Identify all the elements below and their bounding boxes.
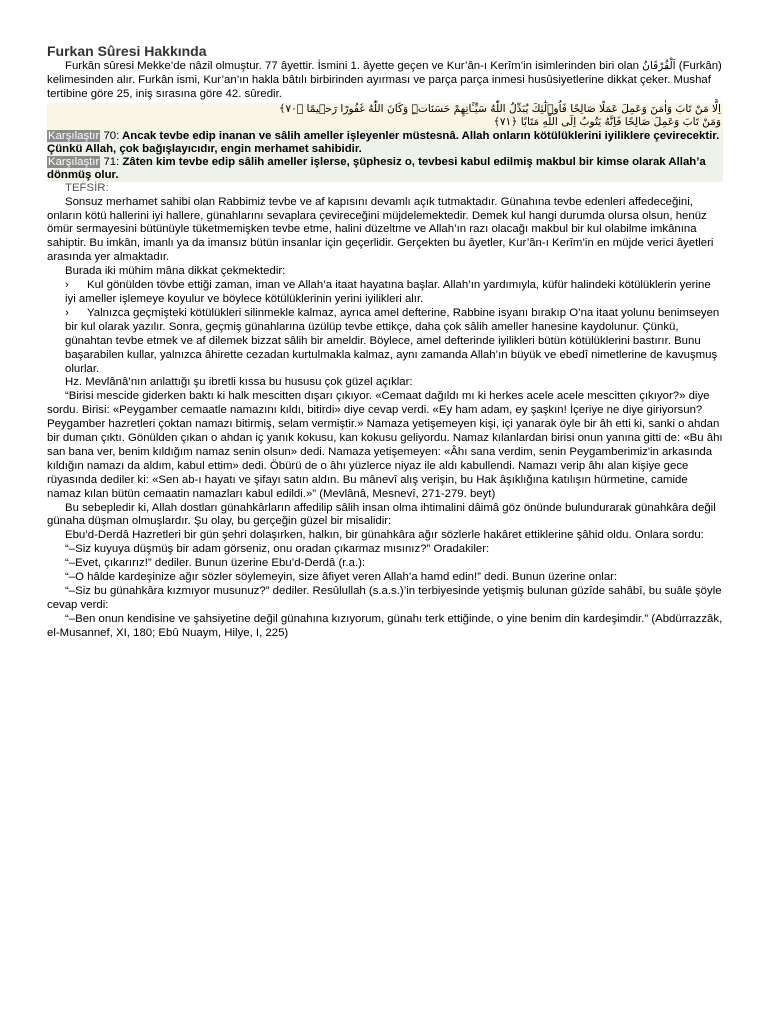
bullet-text: Yalnızca geçmişteki kötülükleri silinmekle kalmaz, ayrıca amel defterine, Rabbine isyanı bırakıp O’na itaat yolunu benimseyen bir kul olarak yazılır. Sonra, geçmiş günahlarına üzülüp tevbe ettikçe, daha çok sâlih ameller hanesine kaydolunur. Çünkü, günahtan tevbe etmek ve af dilemek bizzat sâlih bir ameldir. Böylece, amel defterinde iyilikleri bütün kötülüklerini bastırır. Bunu başarabilen kullar, yalnızca âhirette cezadan kurtulmakla kalmaz, aynı zamanda Allah’ın büyük ve ebedî nimetlerine de kavuşmuş olurlar. bbox=[65, 306, 720, 375]
verse-text: Ancak tevbe edip inanan ve sâlih ameller işleyenler müstesnâ. Allah onların kötülüklerini iyiliklere çevirecektir. Çünkü Allah, çok bağışlayıcıdır, engin merhamet sahibidir. bbox=[47, 129, 720, 155]
paragraph: Hz. Mevlânâ’nın anlattığı şu ibretli kıssa bu hususu çok güzel açıklar: bbox=[65, 376, 413, 389]
paragraph: Sonsuz merhamet sahibi olan Rabbimiz tevbe ve af kapısını devamlı açık tutmaktadır. Günahına tevbe edenleri affedeceğini, onların kötü hallerini iyi hallere, günahlarını sevaplara çevireceğini müjdelemektedir. Demek kul hangi durumda olursa olsun, henüz ömür sermayesini bütünüyle tüketmemişken tevbe etme, halini düzeltme ve Allah’ın razı olacağı makbul bir kul olabilme imkânına sahiptir. Bu imkân, imanlı ya da imansız bütün insanlar için geçerlidir. Gerçekten bu âyetler, Kur’ân-ı Kerîm’in en müjde verici âyetleri arasında yer almaktadır. bbox=[47, 195, 714, 264]
article bbox=[47, 43, 723, 641]
arabic-verse-71: وَمَنْ تَابَ وَعَمِلَ صَالِحًا فَاِنَّهُ يَتُوبُ اِلَى اللّٰهِ مَتَابًا ﴿٧١﴾ bbox=[493, 116, 721, 129]
tefsir-heading: TEFSİR: bbox=[65, 181, 109, 194]
intro-arabic-word: اَلْفُرْقَانُ bbox=[642, 60, 676, 72]
dialogue-line: “–Siz bu günahkâra kızmıyor musunuz?” dediler. Resûlullah (s.a.s.)’in terbiyesinde yetişmiş bulunan güzîde sahâbî, bu suâle şöyle cevap verdi: bbox=[47, 585, 722, 611]
compare-button[interactable]: Karşılaştır bbox=[48, 155, 100, 168]
bullet-text: Kul gönülden tövbe ettiği zaman, iman ve Allah’a itaat hayatına başlar. Allah’ın yardımıyla, küfür halindeki kötülüklerin yerine iyi ameller işlemeye koyulur ve böylece kötülüklerinin yerini iyilikleri alır. bbox=[65, 279, 711, 305]
dialogue-line: “–Siz kuyuya düşmüş bir adam görseniz, onu oradan çıkarmaz mısınız?” Oradakiler: bbox=[65, 543, 490, 556]
paragraph: Burada iki mühim mâna dikkat çekmektedir: bbox=[65, 265, 286, 278]
paragraph: Bu sebepledir ki, Allah dostları günahkârların affedilip sâlih insan olma ihtimalini dâimâ göz önünde bulundurarak günahkâra değil günaha düşman olmuşlardır. Şu olay, bu gerçeğin güzel bir misalidir: bbox=[47, 501, 716, 528]
dialogue-line: “–O hâlde kardeşinize ağır sözler söylemeyin, size âfiyet veren Allah’a hamd edin!” dedi. Bunun üzerine onlar: bbox=[65, 571, 618, 584]
compare-button[interactable]: Karşılaştır bbox=[48, 129, 100, 142]
dialogue-line: “–Ben onun kendisine ve şahsiyetine değil günahına kızıyorum, günahı terk ettiğinde, o yine benim din kardeşimdir.” (Abdürrazzâk, el-Musannef, XI, 180; Ebû Nuaym, Hilye, I, 225) bbox=[47, 612, 723, 639]
verse-text: Zâten kim tevbe edip sâlih ameller işlerse, şüphesiz o, tevbesi kabul edilmiş makbul bir kimse olarak Allah’a dönmüş olur. bbox=[47, 155, 706, 181]
story-paragraph: “Birisi mescide giderken baktı ki halk mescitten dışarı çıkıyor. «Cemaat dağıldı mı ki herkes acele acele mescitten çıkıyor?» diye sordu. Birisi: «Peygamber cemaatle namazını kıldı, bitirdi» diye cevap verdi. «Ey ham adam, ey şaşkın! İçeriye ne diye giriyorsun? Peygamber hazretleri çoktan namazı bitirmiş, selam vermiştir.» Namaza yetişemeyen kişi, içi yanarak öyle bir âh etti ki, sanki o ahdan bir duman çıktı. Gönülden çıkan o ahdan iç yanık kokusu, kan kokusu geliyordu. Namaz kılanlardan birisi onun yanına gitti de: «Bu âhı san bana ver, benim kıldığım namaz senin olsun» dedi. Namaza yetişemeyen: «Âhı sana verdim, senin Peygamberimiz'in arkasında kıldığın namazı da aldım, kabul ettim» dedi. Öbürü de o âhı yüzlerce niyaz ile aldı kabullendi. Namazı verip âhı alan kişiye gece rüyasında dediler ki: «Sen ab-ı hayatı ve şifayı satın aldın. Bu mânevî alış verişin, bu Hak âşıklığına katılışın hürmetine, camide namaz kılan bütün cemaatin namazları kabul edildi.»” (Mevlânâ, Mesnevî, 271-279. beyt) bbox=[47, 390, 723, 500]
arabic-verses bbox=[47, 103, 723, 130]
verse-71 bbox=[47, 156, 723, 182]
verse-70 bbox=[47, 130, 723, 156]
intro-text-pre: Furkân sûresi Mekke’de nâzil olmuştur. 77 âyettir. İsmini 1. âyette geçen ve Kur’ân-ı Kerîm’in isimlerinden biri olan bbox=[65, 60, 643, 72]
dialogue-line: “–Evet, çıkarırız!” dediler. Bunun üzerine Ebu’d-Derdâ (r.a.): bbox=[65, 557, 366, 570]
paragraph: Ebu’d-Derdâ Hazretleri bir gün şehri dolaşırken, halkın, bir günahkâra ağır sözlerle hakâret ettiklerine şâhid oldu. Onlara sordu: bbox=[65, 529, 704, 542]
verse-number: 70: bbox=[103, 129, 120, 142]
arabic-verse-70: اِلَّا مَنْ تَابَ وَاٰمَنَ وَعَمِلَ عَمَلًا صَالِحًا فَاُو۬لٰٓئِكَ يُبَدِّلُ اللّٰهُ سَيِّـَٔاتِهِمْ حَسَنَاتٍۜ وَكَانَ اللّٰهُ غَفُورًا رَح۪يمًا ﴿٧٠﴾ bbox=[279, 102, 721, 115]
intro-text-post: (Furkân) kelimesinden alır. Furkân ismi, Kur’an’ın hakla bâtılı birbirinden ayırması ve parça parça inmesi husûsiyetlerine dikkat çeker. Mushaf tertibine göre 25, iniş sırasına göre 42. sûredir. bbox=[47, 60, 722, 100]
verse-number: 71: bbox=[103, 155, 120, 168]
intro-paragraph bbox=[47, 60, 723, 102]
bullet-item bbox=[47, 279, 723, 307]
page-title: Furkan Sûresi Hakkında bbox=[47, 43, 207, 59]
bullet-item bbox=[47, 307, 723, 377]
arrow-bullet-icon: › bbox=[65, 306, 69, 319]
arrow-bullet-icon: › bbox=[65, 279, 69, 292]
